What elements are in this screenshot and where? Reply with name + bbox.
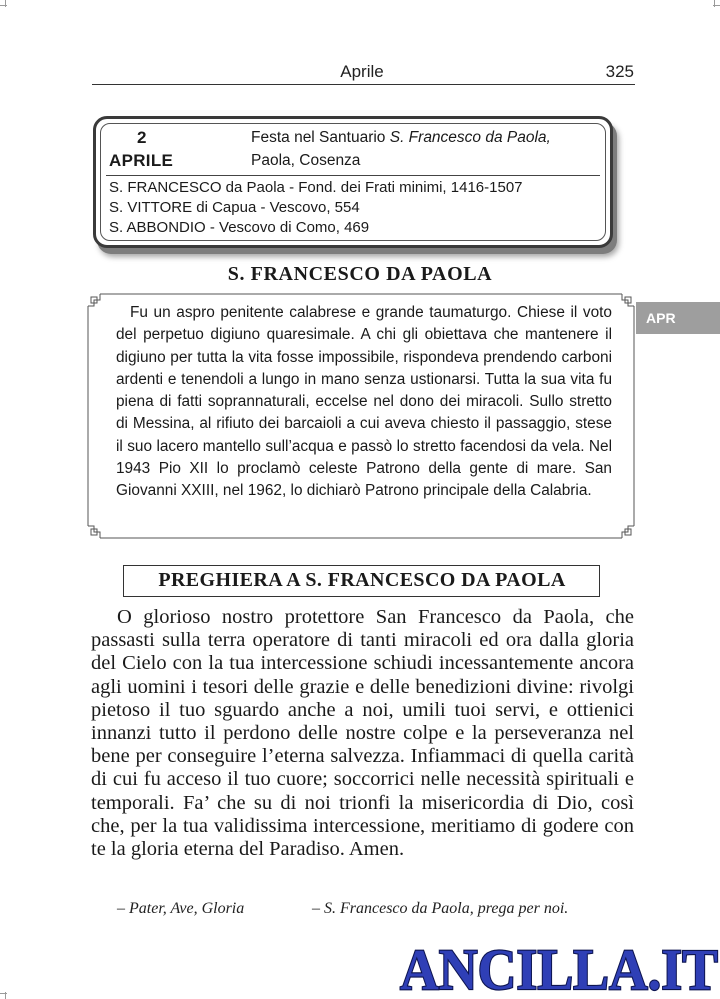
prayer-text: [91, 606, 634, 861]
crop-mark: [714, 0, 715, 7]
crop-mark: [5, 0, 6, 7]
running-header-title: Aprile: [340, 62, 384, 81]
header-rule: [92, 84, 635, 85]
biography-title: S. FRANCESCO DA PAOLA: [227, 263, 493, 285]
feast-line: [251, 129, 551, 147]
date-day: 2: [137, 128, 147, 147]
date-month: APRILE: [109, 151, 174, 170]
feast-name: S. Francesco da Paola,: [389, 129, 551, 146]
page-number: 325: [605, 62, 634, 81]
biography-paragraph: Fu un aspro penitente calabrese e grande taumaturgo. Chiese il voto del perpetuo digiuno quaresimale. A chi gli obiettava che mantenere il digiuno per tutta la vita fosse impossibile, rispondeva prendendo carboni ardenti e tenendoli a lungo in mano senza ustionarsi. Tutta la sua vita fu piena di fatti soprannaturali, eccelse nel dono dei miracoli. Sullo stretto di Messina, al rifiuto dei barcaioli a cui aveva chiesto il passaggio, stese il suo lacero mantello sull’acqua e passò lo stretto facendosi da vela. Nel 1943 Pio XII lo proclamò celeste Patrono della gente di mare. San Giovanni XXIII, nel 1962, lo dichiarò Patrono principale della Calabria.: [116, 304, 612, 500]
date-box: [93, 116, 613, 248]
feast-prefix: Festa nel Santuario: [251, 129, 386, 146]
date-box-divider: [106, 175, 600, 176]
biography-text: [116, 302, 612, 503]
prayer-title: PREGHIERA A S. FRANCESCO DA PAOLA: [158, 569, 566, 591]
saint-entry: S. ABBONDIO - Vescovo di Como, 469: [109, 219, 370, 236]
month-thumb-tab: APR: [636, 302, 720, 334]
svg-text:ANCILLA.IT: ANCILLA.IT: [400, 937, 718, 999]
saint-entry: S. VITTORE di Capua - Vescovo, 554: [109, 199, 360, 216]
refrain-right: – S. Francesco da Paola, prega per noi.: [312, 900, 569, 917]
refrain-left: – Pater, Ave, Gloria: [117, 900, 245, 917]
crop-mark: [0, 993, 7, 994]
saint-entry: S. FRANCESCO da Paola - Fond. dei Frati minimi, 1416-1507: [109, 179, 523, 196]
prayer-paragraph: O glorioso nostro protettore San Francesco da Paola, che passasti sulla terra operatore di tanti miracoli ed ora dalla gloria del Cielo con la tua intercessione schiudi incessantemente ancora agli uomini i tesori delle grazie e delle benedizioni divine: rivolgi pietoso il tuo sguardo anche a noi, umili tuoi servi, e ottienici innanzi tutto il perdono delle nostre colpe e la perseveranza nel bene per conseguire l’eterna salvezza. Infiammaci di quella carità di cui fu acceso il tuo cuore; soccorrici nelle necessità spirituali e temporali. Fa’ che su di noi trionfi la misericordia di Dio, così che, per la tua validissima intercessione, meritiamo di godere con te la gloria eterna del Paradiso. Amen.: [91, 606, 634, 861]
feast-location: Paola, Cosenza: [251, 152, 361, 169]
ancilla-watermark-logo: [398, 935, 720, 999]
